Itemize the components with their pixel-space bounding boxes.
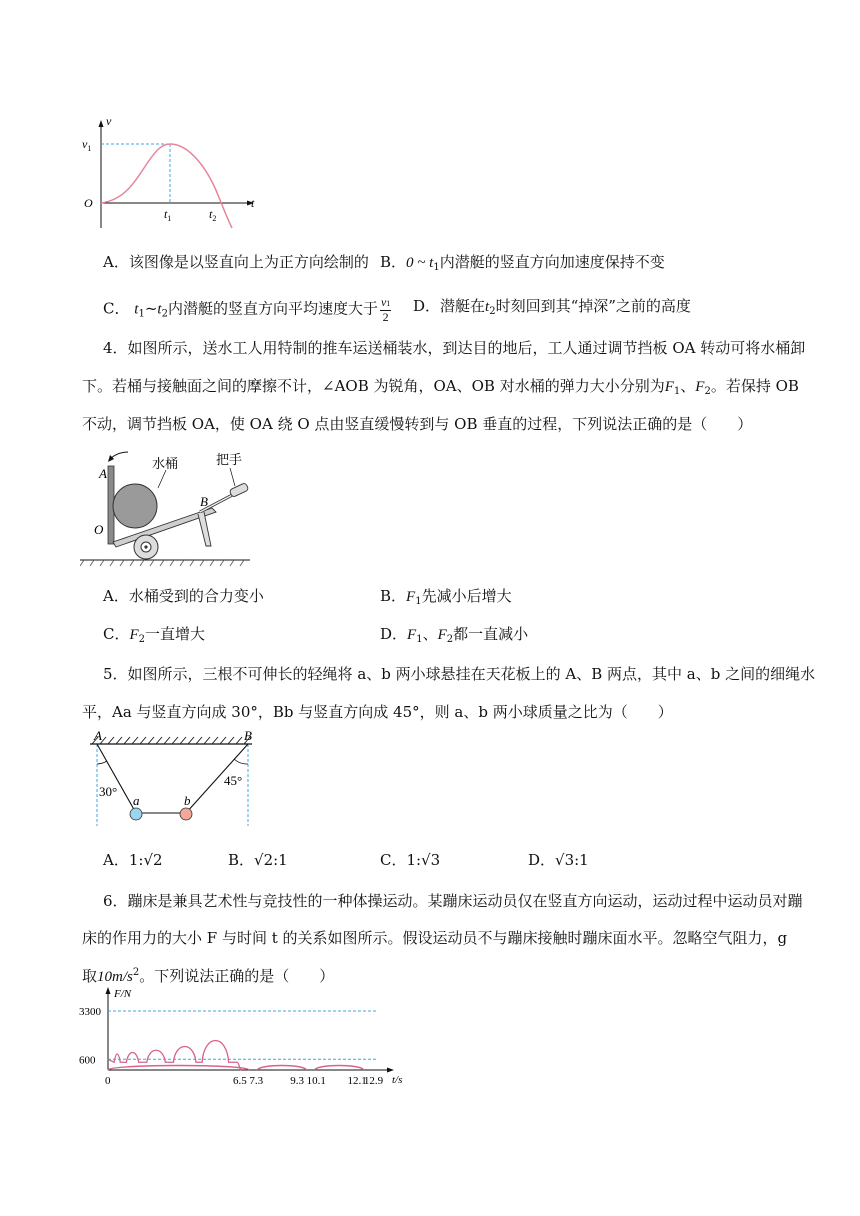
x-tick-label: 9.3	[290, 1075, 304, 1087]
x-tick-label: 10.1	[306, 1075, 326, 1087]
t-axis-label: t	[251, 196, 255, 210]
ball-a	[130, 808, 142, 820]
x-tick-label: 0	[105, 1075, 111, 1087]
q3-option-c: C． $t_1\sim t_2$内潜艇的竖直方向平均速度大于 $\frac{v1}{2}$	[103, 295, 391, 324]
label-a-point: A	[94, 728, 102, 743]
y-axis-label: F/N	[114, 988, 132, 1000]
label-bucket: 水桶	[152, 457, 179, 472]
q5-option-c: C．1:√3	[380, 851, 441, 869]
label-ball-a: a	[133, 793, 140, 808]
q6-stem-line3: 取$10m/s^2$。下列说法正确的是（ ）	[82, 967, 335, 985]
q4-option-a: A．水桶受到的合力变小	[103, 587, 264, 605]
v-axis-label: v	[106, 114, 112, 128]
q5-option-d: D．√3:1	[528, 851, 589, 869]
two-balls-figure	[82, 728, 282, 830]
q6-stem-line2: 床的作用力的大小 F 与时间 t 的关系如图所示。假设运动员不与蹦床接触时蹦床面水平。忽略空气阻力，g	[82, 929, 788, 947]
v1-label: $v_1$	[82, 137, 92, 153]
q5-option-b: B．√2:1	[228, 851, 288, 869]
label-a: A	[99, 466, 107, 481]
q5-option-a: A．1:√2	[103, 851, 163, 869]
water-cart-figure	[80, 446, 280, 571]
force-peak	[108, 1066, 249, 1071]
x-tick-label: 7.3	[249, 1075, 264, 1087]
ball-b	[180, 808, 192, 820]
angle-30: 30°	[99, 784, 118, 799]
label-b-point: B	[244, 728, 252, 743]
force-peak	[315, 1066, 364, 1071]
t2-label: $t_2$	[209, 207, 217, 223]
q4-option-c: C．$F_2$一直增大	[103, 625, 206, 645]
q4-option-b: B．$F_1$先减小后增大	[380, 587, 512, 607]
q4-stem-line2: 下。若桶与接触面之间的摩擦不计，∠AOB 为锐角，OA、OB 对水桶的弹力大小分别为$F_1$、$F_2$。若保持 OB	[82, 377, 799, 397]
force-peak	[257, 1066, 306, 1071]
label-ball-b: b	[184, 793, 191, 808]
q3-option-a: A．该图像是以竖直向上为正方向绘制的	[103, 253, 369, 271]
x-tick-label: 12.1	[347, 1075, 367, 1087]
label-handle: 把手	[216, 453, 243, 468]
angle-45: 45°	[224, 773, 243, 788]
label-b: B	[200, 494, 208, 509]
x-tick-label: 6.5	[232, 1075, 247, 1087]
q4-option-d: D．$F_1$、$F_2$都一直减小	[380, 625, 529, 645]
x-tick-label: 12.9	[363, 1075, 384, 1087]
origin-label: O	[84, 196, 93, 210]
x-axis-label: t/s	[392, 1074, 403, 1086]
q4-stem-line3: 不动，调节挡板 OA，使 OA 绕 O 点由竖直缓慢转到与 OB 垂直的过程，下列说法正确的是（ ）	[82, 415, 753, 433]
water-bucket	[113, 484, 157, 528]
q4-stem-line1: 4．如图所示，送水工人用特制的推车运送桶装水，到达目的地后，工人通过调节挡板 OA 转动可将水桶卸	[103, 339, 806, 357]
fraction-v1-over-2: $\frac{v1}{2}$	[380, 295, 391, 324]
label-o: O	[94, 522, 104, 537]
q3-option-d: D．潜艇在$t_2$时刻回到其“掉深”之前的高度	[413, 297, 691, 317]
q5-stem-line2: 平，Aa 与竖直方向成 30°，Bb 与竖直方向成 45°，则 a、b 两小球质量之比为（ ）	[82, 703, 673, 721]
q3-option-b: B．0 ~ $t_1$内潜艇的竖直方向加速度保持不变	[380, 253, 665, 273]
y-tick-label: 3300	[79, 1006, 101, 1018]
handle	[229, 483, 249, 498]
q5-stem-line1: 5．如图所示，三根不可伸长的轻绳将 a、b 两小球悬挂在天花板上的 A、B 两点，其中 a、b 之间的细绳水	[103, 665, 816, 683]
vt-graph	[78, 110, 278, 240]
t1-label: $t_1$	[164, 207, 172, 223]
force-time-chart	[78, 985, 418, 1100]
q6-stem-line1: 6．蹦床是兼具艺术性与竞技性的一种体操运动。某蹦床运动员仅在竖直方向运动，运动过程中运动员对蹦	[103, 892, 803, 910]
y-tick-label: 600	[79, 1054, 96, 1067]
